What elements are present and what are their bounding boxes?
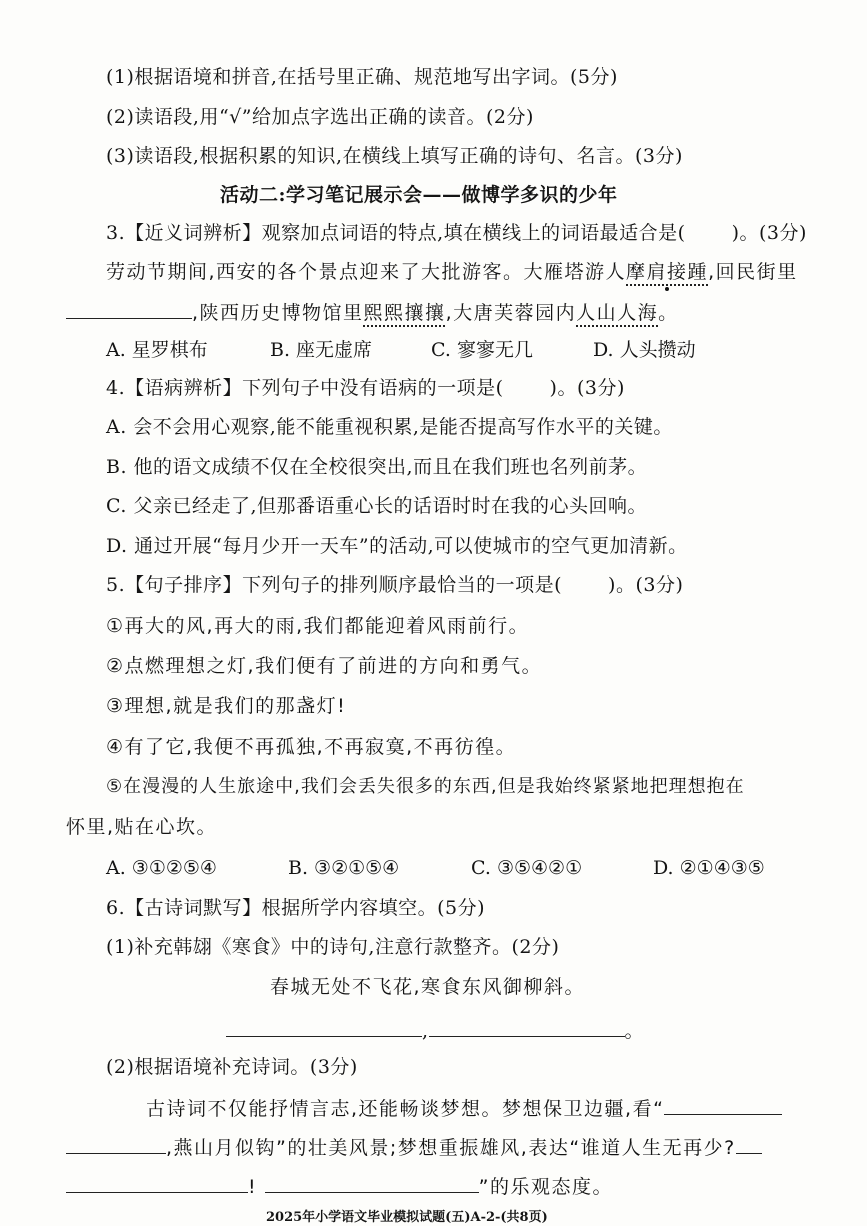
poem-context-line-2 — [66, 1133, 762, 1161]
sentence-2: ②点燃理想之灯,我们便有了前进的方向和勇气。 — [106, 655, 543, 677]
poem-context-line-3 — [66, 1172, 613, 1200]
question-6-sub-1: (1)补充韩翃《寒食》中的诗句,注意行款整齐。(2分) — [106, 936, 560, 958]
dotted-word-3: 人山人海 — [576, 302, 659, 324]
question-4-stem-text: 4.【语病辨析】下列句子中没有语病的一项是( — [106, 377, 504, 399]
question-3-passage-line-2 — [66, 298, 679, 326]
poem-blank-4[interactable] — [66, 1133, 166, 1154]
question-1-1: (1)根据语境和拼音,在括号里正确、规范地写出字词。(5分) — [106, 66, 618, 88]
poem-first-line: 春城无处不飞花,寒食东风御柳斜。 — [270, 976, 586, 998]
poem-blank-6[interactable] — [66, 1172, 248, 1193]
context-text: ,燕山月似钩”的壮美风景;梦想重振雄风,表达“谁道人生无再少? — [166, 1137, 736, 1159]
dotted-chars: 摩肩接踵 — [626, 261, 709, 283]
option-d[interactable]: D. 通过开展“每月少开一天车”的活动,可以使城市的空气更加清新。 — [106, 535, 688, 557]
poem-period: 。 — [624, 1020, 645, 1042]
question-5-stem — [106, 572, 683, 598]
question-4-stem — [106, 375, 625, 401]
option-d[interactable]: D. 人头攒动 — [593, 339, 696, 361]
poem-comma: , — [422, 1020, 429, 1042]
context-text: ”的乐观态度。 — [478, 1176, 614, 1198]
poem-blank-1[interactable] — [226, 1016, 422, 1037]
option-c[interactable]: C. 父亲已经走了,但那番语重心长的话语时时在我的心头回响。 — [106, 495, 647, 517]
question-1-2: (2)读语段,用“√”给加点字选出正确的读音。(2分) — [106, 106, 534, 128]
option-b[interactable]: B. 座无虚席 — [270, 339, 373, 361]
question-5-score: )。(3分) — [608, 574, 684, 596]
option-b[interactable]: B. 他的语文成绩不仅在全校很突出,而且在我们班也名列前茅。 — [106, 456, 648, 478]
dotted-word-1 — [626, 261, 708, 283]
poem-blank-2[interactable] — [429, 1016, 625, 1037]
passage-text: 。 — [658, 302, 679, 324]
sentence-3: ③理想,就是我们的那盏灯! — [106, 695, 347, 717]
question-5-stem-text: 5.【句子排序】下列句子的排列顺序最恰当的一项是( — [106, 574, 563, 596]
option-d[interactable]: D. ②①④③⑤ — [653, 857, 765, 879]
question-6-stem: 6.【古诗词默写】根据所学内容填空。(5分) — [106, 897, 486, 919]
passage-text: ,大唐芙蓉园内 — [445, 302, 577, 324]
dotted-word-2: 熙熙攘攘 — [363, 302, 446, 324]
option-c[interactable]: C. ③⑤④②① — [471, 857, 583, 879]
activity-two-title: 活动二:学习笔记展示会——做博学多识的少年 — [220, 184, 618, 206]
question-3-stem — [106, 220, 807, 246]
question-6-sub-2: (2)根据语境补充诗词。(3分) — [106, 1056, 358, 1078]
passage-text: ,回民街里 — [708, 261, 798, 283]
poem-blank-5[interactable] — [736, 1133, 762, 1154]
sentence-5-cont: 怀里,贴在心坎。 — [66, 816, 218, 838]
sentence-4: ④有了它,我便不再孤独,不再寂寞,不再彷徨。 — [106, 736, 517, 758]
fill-blank[interactable] — [66, 298, 192, 319]
option-c[interactable]: C. 寥寥无几 — [431, 339, 533, 361]
option-a[interactable]: A. 会不会用心观察,能不能重视积累,是能否提高写作水平的关键。 — [106, 416, 673, 438]
question-3-passage-line-1 — [106, 259, 798, 285]
option-b[interactable]: B. ③②①⑤④ — [288, 857, 400, 879]
question-4-score: )。(3分) — [549, 377, 625, 399]
context-text: 古诗词不仅能抒情言志,还能畅谈梦想。梦想保卫边疆,看“ — [146, 1098, 665, 1120]
sentence-1: ①再大的风,再大的雨,我们都能迎着风雨前行。 — [106, 615, 530, 637]
question-1-3: (3)读语段,根据积累的知识,在横线上填写正确的诗句、名言。(3分) — [106, 145, 683, 167]
poem-blank-3[interactable] — [664, 1094, 782, 1115]
question-3-stem-text: 3.【近义词辨析】观察加点词语的特点,填在横线上的词语最适合是( — [106, 222, 686, 244]
option-a[interactable]: A. 星罗棋布 — [106, 339, 208, 361]
poem-blank-line — [226, 1016, 644, 1044]
context-text: ! — [248, 1176, 258, 1198]
passage-text: 劳动节期间,西安的各个景点迎来了大批游客。大雁塔游人 — [106, 261, 627, 283]
page-footer: 2025年小学语文毕业模拟试题(五)A-2-(共8页) — [266, 1210, 548, 1225]
poem-context-line-1 — [146, 1094, 782, 1122]
option-a[interactable]: A. ③①②⑤④ — [106, 857, 217, 879]
sentence-5: ⑤在漫漫的人生旅途中,我们会丢失很多的东西,但是我始终紧紧地把理想抱在 — [106, 776, 745, 797]
poem-blank-7[interactable] — [265, 1172, 479, 1193]
passage-text: ,陕西历史博物馆里 — [192, 302, 364, 324]
question-3-score: )。(3分) — [731, 222, 807, 244]
